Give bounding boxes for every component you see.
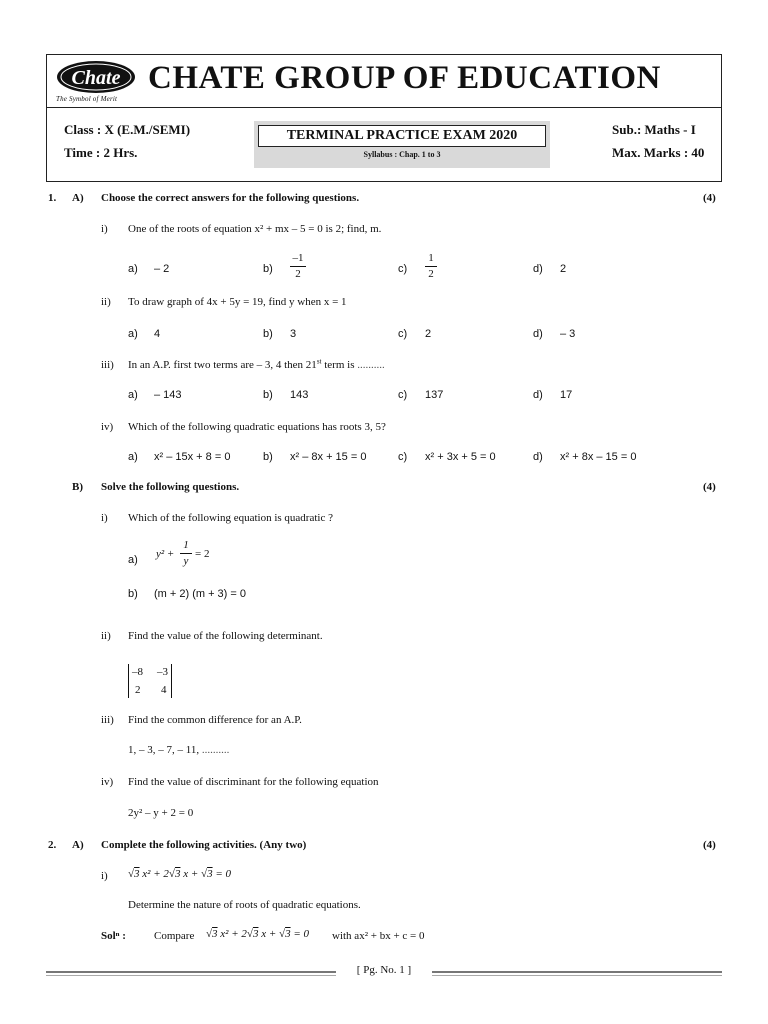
q1b-iv-equation: 2y² – y + 2 = 0 [128, 807, 194, 819]
chate-logo [56, 60, 136, 94]
logo-tagline: The Symbol of Merit [56, 95, 118, 103]
compare-text: Compare [154, 930, 195, 942]
exam-title: TERMINAL PRACTICE EXAM 2020 [258, 125, 546, 147]
q2-partA-label: A) [72, 839, 84, 851]
q1a-iv-opt-a: x² – 15x + 8 = 0 [154, 451, 231, 463]
q1b-i-b-value: (m + 2) (m + 3) = 0 [154, 588, 246, 600]
q1a-iii-opt-b: 143 [290, 389, 309, 401]
q1a-i-number: i) [101, 223, 108, 235]
q1a-ii-number: ii) [101, 296, 111, 308]
q1a-iv-opt-d-label: d) [533, 451, 543, 463]
determinant-r2c1: 2 [135, 684, 141, 696]
compare-with-text: with ax² + bx + c = 0 [332, 930, 425, 942]
fraction-bar [425, 266, 437, 267]
footer-rule-left [46, 971, 336, 973]
subject-label: Sub.: Maths - I [612, 122, 696, 137]
q1a-iii-opt-c-label: c) [398, 389, 408, 401]
time-label: Time : 2 Hrs. [64, 145, 138, 160]
brand-title: CHATE GROUP OF EDUCATION [148, 60, 661, 96]
q1a-iv-opt-b-label: b) [263, 451, 273, 463]
q1a-i-opt-a: – 2 [154, 263, 170, 275]
q1b-ii-text: Find the value of the following determinant. [128, 630, 323, 642]
q1a-iii-opt-b-label: b) [263, 389, 273, 401]
fraction-denominator: 2 [295, 268, 301, 280]
footer-rule-right [432, 971, 722, 973]
determinant-right-bar [171, 664, 172, 698]
q1b-iv-number: iv) [101, 776, 114, 788]
q1a-iii-text: In an A.P. first two terms are – 3, 4 then 21st term is .......... [128, 357, 385, 371]
q1b-iii-sequence: 1, – 3, – 7, – 11, .......... [128, 744, 230, 756]
svg-text:Chate: Chate [71, 67, 121, 89]
q1b-i-a-rhs: = 2 [195, 548, 210, 560]
q1a-i-opt-c-label: c) [398, 263, 408, 275]
fraction-numerator: 1 [183, 539, 189, 551]
q1a-iii-opt-c: 137 [425, 389, 444, 401]
q1a-iv-text: Which of the following quadratic equations has roots 3, 5? [128, 421, 386, 433]
q1a-i-opt-d-label: d) [533, 263, 543, 275]
q1a-ii-opt-a: 4 [154, 328, 161, 340]
q1a-iii-opt-d-label: d) [533, 389, 543, 401]
q1b-i-number: i) [101, 512, 108, 524]
q1a-iv-opt-c-label: c) [398, 451, 408, 463]
fraction-bar [290, 266, 306, 267]
q2-partA-marks: (4) [703, 839, 716, 851]
fraction-denominator: y [183, 555, 189, 567]
determinant-left-bar [128, 664, 129, 698]
q1-partA-marks: (4) [703, 192, 716, 204]
q1-partB-title: Solve the following questions. [101, 481, 240, 493]
q1a-i-opt-d: 2 [560, 263, 567, 275]
q1a-iii-opt-d: 17 [560, 389, 573, 401]
q2a-i-equation: √3 x² + 2√3 x + √3 = 0 [128, 868, 231, 880]
q1b-i-text: Which of the following equation is quadratic ? [128, 512, 333, 524]
determinant-r1c1: –8 [132, 666, 143, 678]
fraction-numerator: 1 [428, 252, 434, 264]
q1a-iv-opt-b: x² – 8x + 15 = 0 [290, 451, 367, 463]
solution-label: Solⁿ : [101, 930, 126, 942]
fraction-denominator: 2 [428, 268, 434, 280]
q1b-iii-text: Find the common difference for an A.P. [128, 714, 302, 726]
q1a-ii-opt-b: 3 [290, 328, 297, 340]
q1a-iv-opt-d: x² + 8x – 15 = 0 [560, 451, 637, 463]
q1a-ii-opt-c: 2 [425, 328, 432, 340]
q1a-i-text: One of the roots of equation x² + mx – 5 = 0 is 2; find, m. [128, 223, 382, 235]
q1a-i-opt-c-fraction [425, 253, 437, 280]
q1a-iii-opt-a-label: a) [128, 389, 138, 401]
q1a-iii-number: iii) [101, 359, 114, 371]
q1a-iv-number: iv) [101, 421, 114, 433]
q2-partA-title: Complete the following activities. (Any two) [101, 839, 307, 851]
q1-partA-title: Choose the correct answers for the following questions. [101, 192, 360, 204]
q1b-i-a-lhs: y² + [156, 548, 175, 560]
q2a-i-instruction: Determine the nature of roots of quadratic equations. [128, 899, 361, 911]
q1a-i-opt-a-label: a) [128, 263, 138, 275]
q1b-i-a-fraction [180, 540, 192, 567]
class-label: Class : X (E.M./SEMI) [64, 122, 191, 137]
q1a-i-opt-b-fraction [290, 253, 306, 280]
question-2-number: 2. [48, 839, 57, 851]
determinant-r2c2: 4 [161, 684, 167, 696]
q1-partB-label: B) [72, 481, 83, 493]
header-divider [46, 107, 722, 108]
compare-equation: √3 x² + 2√3 x + √3 = 0 [206, 928, 309, 940]
q1a-ii-opt-d-label: d) [533, 328, 543, 340]
q1a-ii-text: To draw graph of 4x + 5y = 19, find y when x = 1 [128, 296, 347, 308]
page-number: [ Pg. No. 1 ] [356, 964, 412, 976]
footer-rule-right-thin [432, 975, 722, 976]
syllabus-note: Syllabus : Chap. 1 to 3 [363, 150, 441, 159]
q1a-iv-opt-a-label: a) [128, 451, 138, 463]
q1a-iii-opt-a: – 143 [154, 389, 182, 401]
q1b-i-b-label: b) [128, 588, 138, 600]
q1b-ii-number: ii) [101, 630, 111, 642]
fraction-bar [180, 553, 192, 554]
fraction-numerator: –1 [292, 252, 304, 264]
q1b-iv-text: Find the value of discriminant for the following equation [128, 776, 379, 788]
q1a-ii-opt-d: – 3 [560, 328, 576, 340]
q1a-iv-opt-c: x² + 3x + 5 = 0 [425, 451, 496, 463]
determinant-r1c2: –3 [157, 666, 168, 678]
q1b-iii-number: iii) [101, 714, 114, 726]
marks-label: Max. Marks : 40 [612, 145, 705, 160]
q1b-i-a-label: a) [128, 554, 138, 566]
q1-partB-marks: (4) [703, 481, 716, 493]
footer-rule-left-thin [46, 975, 336, 976]
question-1-number: 1. [48, 192, 57, 204]
q1a-ii-opt-a-label: a) [128, 328, 138, 340]
q1-partA-label: A) [72, 192, 84, 204]
q1a-ii-opt-b-label: b) [263, 328, 273, 340]
q2a-i-number: i) [101, 870, 108, 882]
q1a-ii-opt-c-label: c) [398, 328, 408, 340]
q1a-i-opt-b-label: b) [263, 263, 273, 275]
